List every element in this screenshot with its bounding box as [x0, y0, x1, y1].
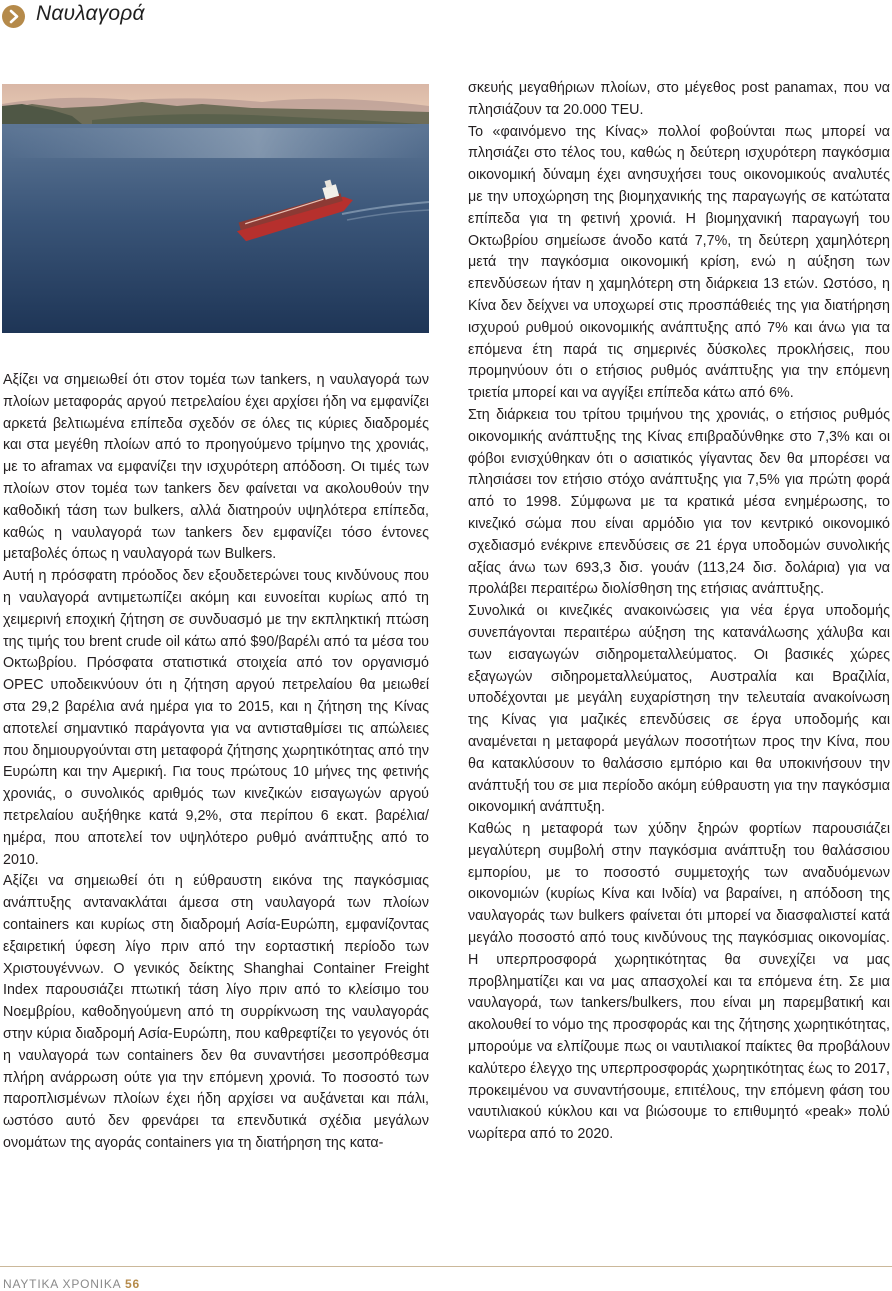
paragraph: Καθώς η μεταφορά των χύδην ξηρών φορτίων παρουσιάζει μεγαλύτερη συμβολή στην παγκόσμια ανάπτυξη του θαλάσσιου εμπορίου, με το ποσοστό συμμετοχής των αναδυόμενων οικονομιών (κυρίως Κίνα και Ινδία) να βαραίνει, η απόδοση της ναυλαγοράς των bulkers φαίνεται ότι μπορεί να διασφαλιστεί κατά μεγάλο ποσοστό από τους κινδύνους της παγκόσμιας οικονομίας. Η υπερπροσφορά χωρητικότητας θα συνεχίζει να μας προβληματίζει και να μας απασχολεί και τα επόμενα έτη. Σε μια ναυλαγορά, των tankers/bulkers, που είναι μη παρεμβατική και ακολουθεί το νόμο της προσφοράς και της ζήτησης χωρητικότητας, μπορούμε να ελπίζουμε πως οι ναυτιλιακοί παίκτες θα προβάλουν καλύτερο έλεγχο της υπερπροσφοράς χωρητικότητας έως το 2017, προκειμένου να συναντήσουμε, επιτέλους, την επόμενη φάση του ναυτιλιακού κύκλου και να βιώσουμε το επιθυμητό «peak» πολύ νωρίτερα από το 2020.	[468, 821, 890, 1143]
paragraph: σκευής μεγαθήριων πλοίων, στο μέγεθος post panamax, που να πλησιάζουν τα 20.000 TEU.	[468, 80, 890, 118]
right-column	[468, 78, 890, 1146]
page-footer	[3, 1277, 140, 1291]
paragraph: Το «φαινόμενο της Κίνας» πολλοί φοβούνται πως μπορεί να πλησιάζει στο τέλος του, καθώς η δεύτερη ισχυρότερη παγκόσμια οικονομική δύναμη έχει ανησυχήσει τους οικονομικούς αναλυτές με την υποχώρηση της βιομηχανικής της παραγωγής σε κατώτατα επίπεδα για τη φετινή χρονιά. Η βιομηχανική παραγωγή του Οκτωβρίου σημείωσε άνοδο κατά 7,7%, τη δεύτερη χαμηλότερη μετά την παγκόσμια οικονομική κρίση, ενώ η αύξηση των επενδύσεων ήταν η χαμηλότερη στη διάρκεια 13 ετών. Ωστόσο, η Κίνα δεν δείχνει να υποχωρεί στις προσπάθειές της για διατήρηση ισχυρού ρυθμού οικονομικής ανάπτυξης από 7% και άνω για τα επόμενα έτη παρά τις σημερινές δύσκολες προκλήσεις, που προμηνύουν ότι ο ετήσιος ρυθμός ανάπτυξης για την επόμενη τριετία μπορεί και να αγγίξει επίπεδα κάτω από 6%.	[468, 123, 890, 402]
paragraph: Αξίζει να σημειωθεί ότι η εύθραυστη εικόνα της παγκόσμιας ανάπτυξης αντανακλάται άμεσα στη ναυλαγορά των πλοίων containers και κυρίως στη διαδρομή Ασία-Ευρώπη, εμφανίζοντας εξαιρετική ύφεση λίγο πριν από την εορταστική περίοδο των Χριστουγέννων. Ο γενικός δείκτης Shanghai Container Freight Index παρουσιάζει πτωτική τάση λίγο πριν από το κλείσιμο του Νοεμβρίου, καθοδηγούμενη από τη συρρίκνωση της ναυλαγοράς στην κύρια διαδρομή Ασία-Ευρώπη, που καθρεφτίζει το γεγονός ότι η ναυλαγορά των containers δεν θα συναντήσει μεσοπρόθεσμα πλήρη ανάρρωση ούτε για την επόμενη χρονιά. Το ποσοστό των παροπλισμένων πλοίων έχει ήδη αρχίσει να αυξάνεται και πάλι, ωστόσο αυτό δεν φρενάρει τα επενδυτικά σχέδια μεγάλων ονομάτων της αγοράς containers για τη διατήρηση της κατα-	[3, 873, 429, 1151]
paragraph: Αυτή η πρόσφατη πρόοδος δεν εξουδετερώνει τους κινδύνους που η ναυλαγορά αντιμετωπίζει ακόμη και ευνοείται κυρίως από τη χειμερινή εποχική ζήτηση σε συνδυασμό με την εκπληκτική πτώση της τιμής του brent crude oil κάτω από $90/βαρέλι από τα μέσα του Οκτωβρίου. Πρόσφατα στατιστικά στοιχεία από τον οργανισμό OPEC υποδεικνύουν ότι η ζήτηση αργού πετρελαίου θα μειωθεί στα 29,2 βαρέλια ανά ημέρα για το 2015, και η ζήτηση της Κίνας αποτελεί σημαντικό παράγοντα για να αντισταθμίσει τις απώλειες που δημιουργούνται στη μεταφορά ζήτησης χωρητικότητας από την Ευρώπη και την Αμερική. Για τους πρώτους 10 μήνες της φετινής χρονιάς, ο συνολικός αριθμός των κινεζικών εισαγωγών αργού πετρελαίου αυξήθηκε κατά 9,2%, στα περίπου 6 εκατ. βαρέλια/ημέρα, που αποτελεί τον υψηλότερο ρυθμό ανάπτυξης από το 2010.	[3, 568, 429, 868]
publication-name: ΝΑΥΤΙΚΑ ΧΡΟΝΙΚΑ	[3, 1277, 121, 1291]
chevron-right-icon	[2, 5, 25, 28]
section-title: Ναυλαγορά	[36, 2, 145, 25]
page-header	[0, 0, 892, 34]
page-number: 56	[124, 1277, 140, 1291]
paragraph: Συνολικά οι κινεζικές ανακοινώσεις για νέα έργα υποδομής συνεπάγονται περαιτέρω αύξηση της κατανάλωσης χάλυβα και των εισαγωγών σιδηρομεταλλεύματος. Οι βασικές χώρες εξαγωγών σιδηρομεταλλεύματος, Αυστραλία και Βραζιλία, υποδέχονται με μεγάλη ευχαρίστηση την τελευταία ανακοίνωση της Κίνας για μαζικές επενδύσεις σε έργα υποδομής και αναμένεται η μεταφορά μεγάλων ποσοτήτων προς την Κίνα, που θα κατακλύσουν το θαλάσσιο εμπόριο και θα υποκινήσουν την ανάπτυξή του σε μια περίοδο ακόμη εύθραυστη για την παγκόσμια οικονομική ανάπτυξη.	[468, 603, 890, 816]
left-column	[3, 370, 429, 1155]
paragraph: Αξίζει να σημειωθεί ότι στον τομέα των tankers, η ναυλαγορά των πλοίων μεταφοράς αργού πετρελαίου έχει αρχίσει ήδη να εμφανίζει αρκετά βελτιωμένα επίπεδα σχεδόν σε όλες τις κύριες διαδρομές και στα μεγέθη πλοίων από το προηγούμενο τρίμηνο της χρονιάς, με το aframax να εμφανίζει την ισχυρότερη απόδοση. Οι τιμές των πλοίων στον τομέα των tankers δεν φαίνεται να ακολουθούν την καθοδική τάση των bulkers, αλλά διατηρούν υψηλότερα επίπεδα, καθώς η ναυλαγορά των tankers δεν εμφανίζει τόσο έντονες μεταβολές όπως η ναυλαγορά των Bulkers.	[3, 372, 429, 563]
paragraph: Στη διάρκεια του τρίτου τριμήνου της χρονιάς, ο ετήσιος ρυθμός οικονομικής ανάπτυξης της Κίνας επιβραδύνθηκε στο 7,3% και οι φόβοι ενισχύθηκαν ότι ο ασιατικός γίγαντας δεν θα μπορέσει να πλησιάσει τον ετήσιο στόχο ανάπτυξης για 7,5% για πρώτη φορά από το 1998. Σύμφωνα με τα κρατικά μέσα ενημέρωσης, το κινεζικό σώμα που είναι αρμόδιο για τον κεντρικό οικονομικό σχεδιασμό ενέκρινε επενδύσεις σε 21 έργα υποδομών συνολικής αξίας άνω των 693,3 δισ. γουάν (113,24 δισ. δολάρια) για να προλάβει περαιτέρω διολίσθηση της ετήσιας ανάπτυξης.	[468, 406, 890, 598]
footer-divider	[0, 1266, 892, 1267]
tanker-ship-photo	[2, 84, 429, 333]
